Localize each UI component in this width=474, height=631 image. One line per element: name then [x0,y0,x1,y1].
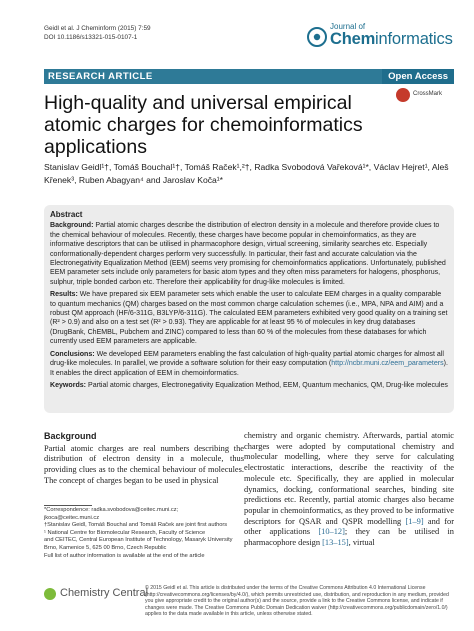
section-heading-background: Background [44,431,97,441]
open-access-badge: Open Access [382,69,454,84]
crossmark-button[interactable] [396,88,456,106]
crossmark-icon [396,88,410,102]
journal-name-small: Journal of [330,22,366,31]
body-column-right [244,431,454,549]
publisher-logo [44,586,149,602]
software-link[interactable]: http://ncbr.muni.cz/eem_parameters [331,360,444,368]
journal-name-rest: informatics [375,30,453,48]
reference-link[interactable]: [10–12] [318,527,345,537]
citation-block [44,24,151,42]
license-statement: © 2015 Geidl et al. This article is distributed under the terms of the Creative Commons Attribution 4.0 International License (http://creativecommons.org/licenses/by/4.0/), which permits unrestricted use, distribution, and reproduction in any medium, provided you give appropriate credit to the original author(s) and the source, provide a link to the Creative Commons license, and indicate if changes were made. The Creative Commons Public Domain Dedication waiver (http://creativecommons.org/publicdomain/zero/1.0/) applies to the data made available in this article, unless otherwise stated. [145,585,449,618]
abstract-content [50,210,448,393]
body-column-left [44,431,244,487]
footnote-line: jkoca@ceitec.muni.cz [44,514,100,521]
abstract-results [50,290,448,346]
footnote-line: Full list of author information is available at the end of the article [44,552,205,559]
footnote-line: and CEITEC, Central European Institute of Technology, Masaryk University [44,537,233,544]
author-list: Stanislav Geidl¹†, Tomáš Bouchal¹†, Tomáš Raček¹,²†, Radka Svobodová Vařeková¹*, Václav Hejret¹, Aleš Křenek³, Ruben Abagyan⁴ and Jaroslav Koča¹* [44,162,449,185]
body-text-a: chemistry and organic chemistry. Afterwards, partial atomic charges were adopted by computational chemistry and molecular modelling, where they serve for calculating electrostatic interactions, describe the reactivity of the molecule etc. Specifically, they are applied in molecular dynamics, docking, conformational searches, binding site predictions etc. Recently, partial atomic charges also became popular in chemoinformatics, as they proved to be informative descriptors for QSAR and QSPR modelling [244,431,454,526]
crossmark-label: CrossMark [413,91,443,97]
footnote-line: *Correspondence: radka.svobodova@ceitec.muni.cz; [44,507,179,513]
article-type-label: RESEARCH ARTICLE [48,71,153,82]
publisher-name: Chemistry Central [60,587,149,599]
body-text-b: and for other applications [244,516,455,537]
abstract-conclusions [50,350,448,378]
footnote-line: †Stanislav Geidl, Tomáš Bouchal and Tomáš Raček are joint first authors [44,522,228,529]
abstract-heading: Abstract [50,210,83,219]
publisher-logo-icon [44,588,56,600]
journal-name-big [330,30,453,49]
citation-line: Geidl et al. J Cheminform (2015) 7:59 [44,25,151,32]
page-title: High-quality and universal empirical atomic charges for chemoinformatics applications [44,92,363,158]
reference-link[interactable]: [1–9] [405,516,424,526]
article-type-band [44,69,454,84]
abstract-conclusions-text-b: ). It enables the direct application of EEM in chemoinformatics. [50,360,448,377]
footnote-line: Brno, Kamenice 5, 625 00 Brno, Czech Republic [44,544,167,551]
abstract-conclusions-label: Conclusions: [50,350,95,358]
journal-name-bold: Chem [330,30,376,48]
journal-logo [306,20,454,60]
keywords-label: Keywords: [50,381,87,389]
abstract-results-label: Results: [50,291,78,299]
body-paragraph-left: Partial atomic charges are real numbers describing the distribution of electron density in a molecule, thus providing clues as to the chemical behaviour of molecules. The concept of charges began to be used in physical [44,443,244,485]
abstract-background-text: Partial atomic charges describe the distribution of electron density in a molecule and therefore provide clues to the chemical behaviour of molecules. Recently, these charges have become popular in chemoinformatics, as they are informative descriptors that can be utilised in pharmacophore design, virtual screening, similarity searches etc. Especially conformationally-dependent charges perform very successfully. In particular, their fast and accurate calculation via the Electronegativity Equalization Method (EEM) seems very promising for chemoinformatics applications. Unfortunately, published EEM parameter sets include only parameters for basic atom types and they often miss parameters for halogens, phosphorus, sulphur, triple bonded carbon etc. Therefore their applicability for drug-like molecules is limited. [50,222,446,286]
abstract-results-text: We have prepared six EEM parameter sets which enable the user to calculate EEM charges in a quality comparable to quantum mechanics (QM) charges based on the most common charge calculation schemes (i.e., MPA, NPA and AIM) and a robust QM approach (HF/6-311G, B3LYP/6-311G). The calculated EEM parameters exhibited very good quality on a training set (R² > 0.9) and also on a test set (R² > 0.93). They are applicable for at least 95 % of molecules in key drug databases (DrugBank, ChEMBL, Pubchem and ZINC) compared to less than 60 % of the molecules from these databases for which currently used EEM parameters are applicable. [50,291,448,346]
journal-logo-icon [306,24,328,50]
abstract-box [44,205,454,413]
abstract-background [50,221,448,287]
keywords-text: Partial atomic charges, Electronegativity Equalization Method, EEM, Quantum mechanics, QM, Drug-like molecules [86,381,448,389]
footnote-divider [44,505,92,506]
reference-link[interactable]: [13–15] [322,538,349,548]
abstract-conclusions-text-a: We developed EEM parameters enabling the fast calculation of high-quality partial atomic charges for almost all drug-like molecules. In parallel, we provide a software solution for their easy computation ( [50,350,444,368]
abstract-background-label: Background: [50,222,94,230]
body-text-c: ; they can be utilised in pharmacophore design [244,527,454,548]
doi-line: DOI 10.1186/s13321-015-0107-1 [44,34,138,41]
abstract-keywords [50,381,448,390]
footnote-line: ¹ National Centre for Biomolecular Research, Faculty of Science [44,529,206,536]
footnotes [44,507,244,560]
body-text-d: , virtual [348,538,375,548]
